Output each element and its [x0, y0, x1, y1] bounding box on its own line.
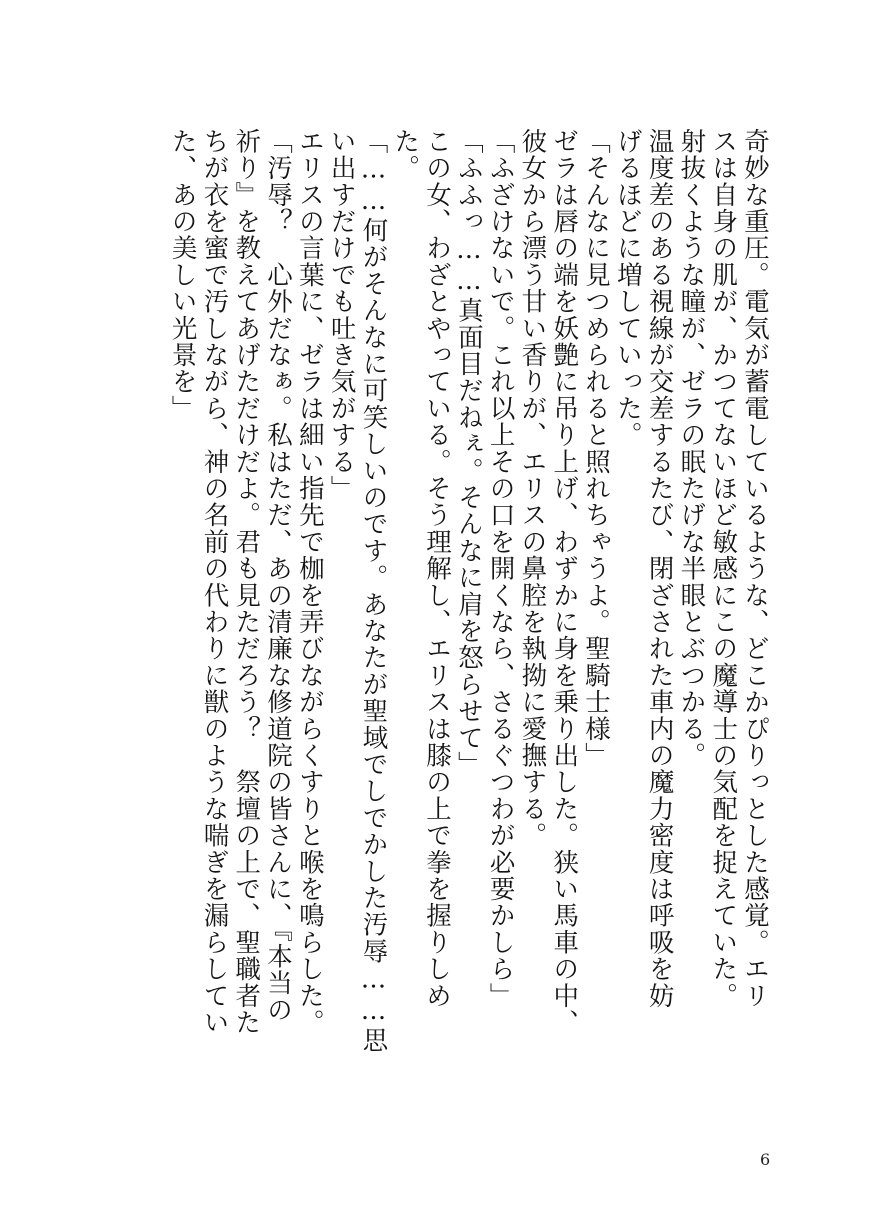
text-line: この女、わざとやっている。そう理解し、エリスは膝の上で拳を握りしめ [422, 128, 453, 1010]
page-number: 6 [760, 1150, 771, 1169]
text-line: 「ふざけないで。これ以上その口を開くなら、さるぐつわが必要かしら」 [485, 128, 516, 1010]
text-line: 「そんなに見つめられると照れちゃうよ。聖騎士様」 [581, 128, 612, 769]
text-line: げるほどに増していった。 [612, 128, 643, 449]
text-line: スは自身の肌が、かつてないほど敏感にこの魔導士の気配を捉えていた。 [708, 128, 739, 1010]
text-line: 射抜くような瞳が、ゼラの眠たげな半眼とぶつかる。 [676, 128, 707, 769]
text-line: た、あの美しい光景を」 [167, 128, 198, 422]
text-line: 彼女から漂う甘い香りが、エリスの鼻腔を執拗に愛撫する。 [517, 128, 548, 849]
vertical-text-body [150, 128, 770, 1068]
text-line: ゼラは唇の端を妖艶に吊り上げ、わずかに身を乗り出した。狭い馬車の中、 [549, 128, 580, 1036]
text-line: た。 [390, 128, 421, 182]
text-line: 「……何がそんなに可笑しいのです。あなたが聖域でしでかした汚辱……思 [358, 128, 389, 1054]
text-line: エリスの言葉に、ゼラは細い指先で枷を弄びながらくすりと喉を鳴らした。 [294, 128, 325, 1036]
text-line: 「汚辱？ 心外だなぁ。私はただ、あの清廉な修道院の皆さんに、『本当の [263, 128, 294, 1024]
text-line: い出すだけでも吐き気がする」 [326, 128, 357, 502]
text-line: ちが衣を蜜で汚しながら、神の名前の代わりに獣のような喘ぎを漏らしてい [199, 128, 230, 1036]
text-line: 奇妙な重圧。電気が蓄電しているような、どこかぴりっとした感覚。エリ [740, 128, 770, 1010]
text-line: 「ふふっ……真面目だねぇ。そんなに肩を怒らせて」 [453, 128, 484, 778]
text-line: 祈り』を教えてあげただけだよ。君も見ただろう？ 祭壇の上で、聖職者た [231, 128, 262, 1036]
text-line: 温度差のある視線が交差するたび、閉ざされた車内の魔力密度は呼吸を妨 [644, 128, 675, 1010]
